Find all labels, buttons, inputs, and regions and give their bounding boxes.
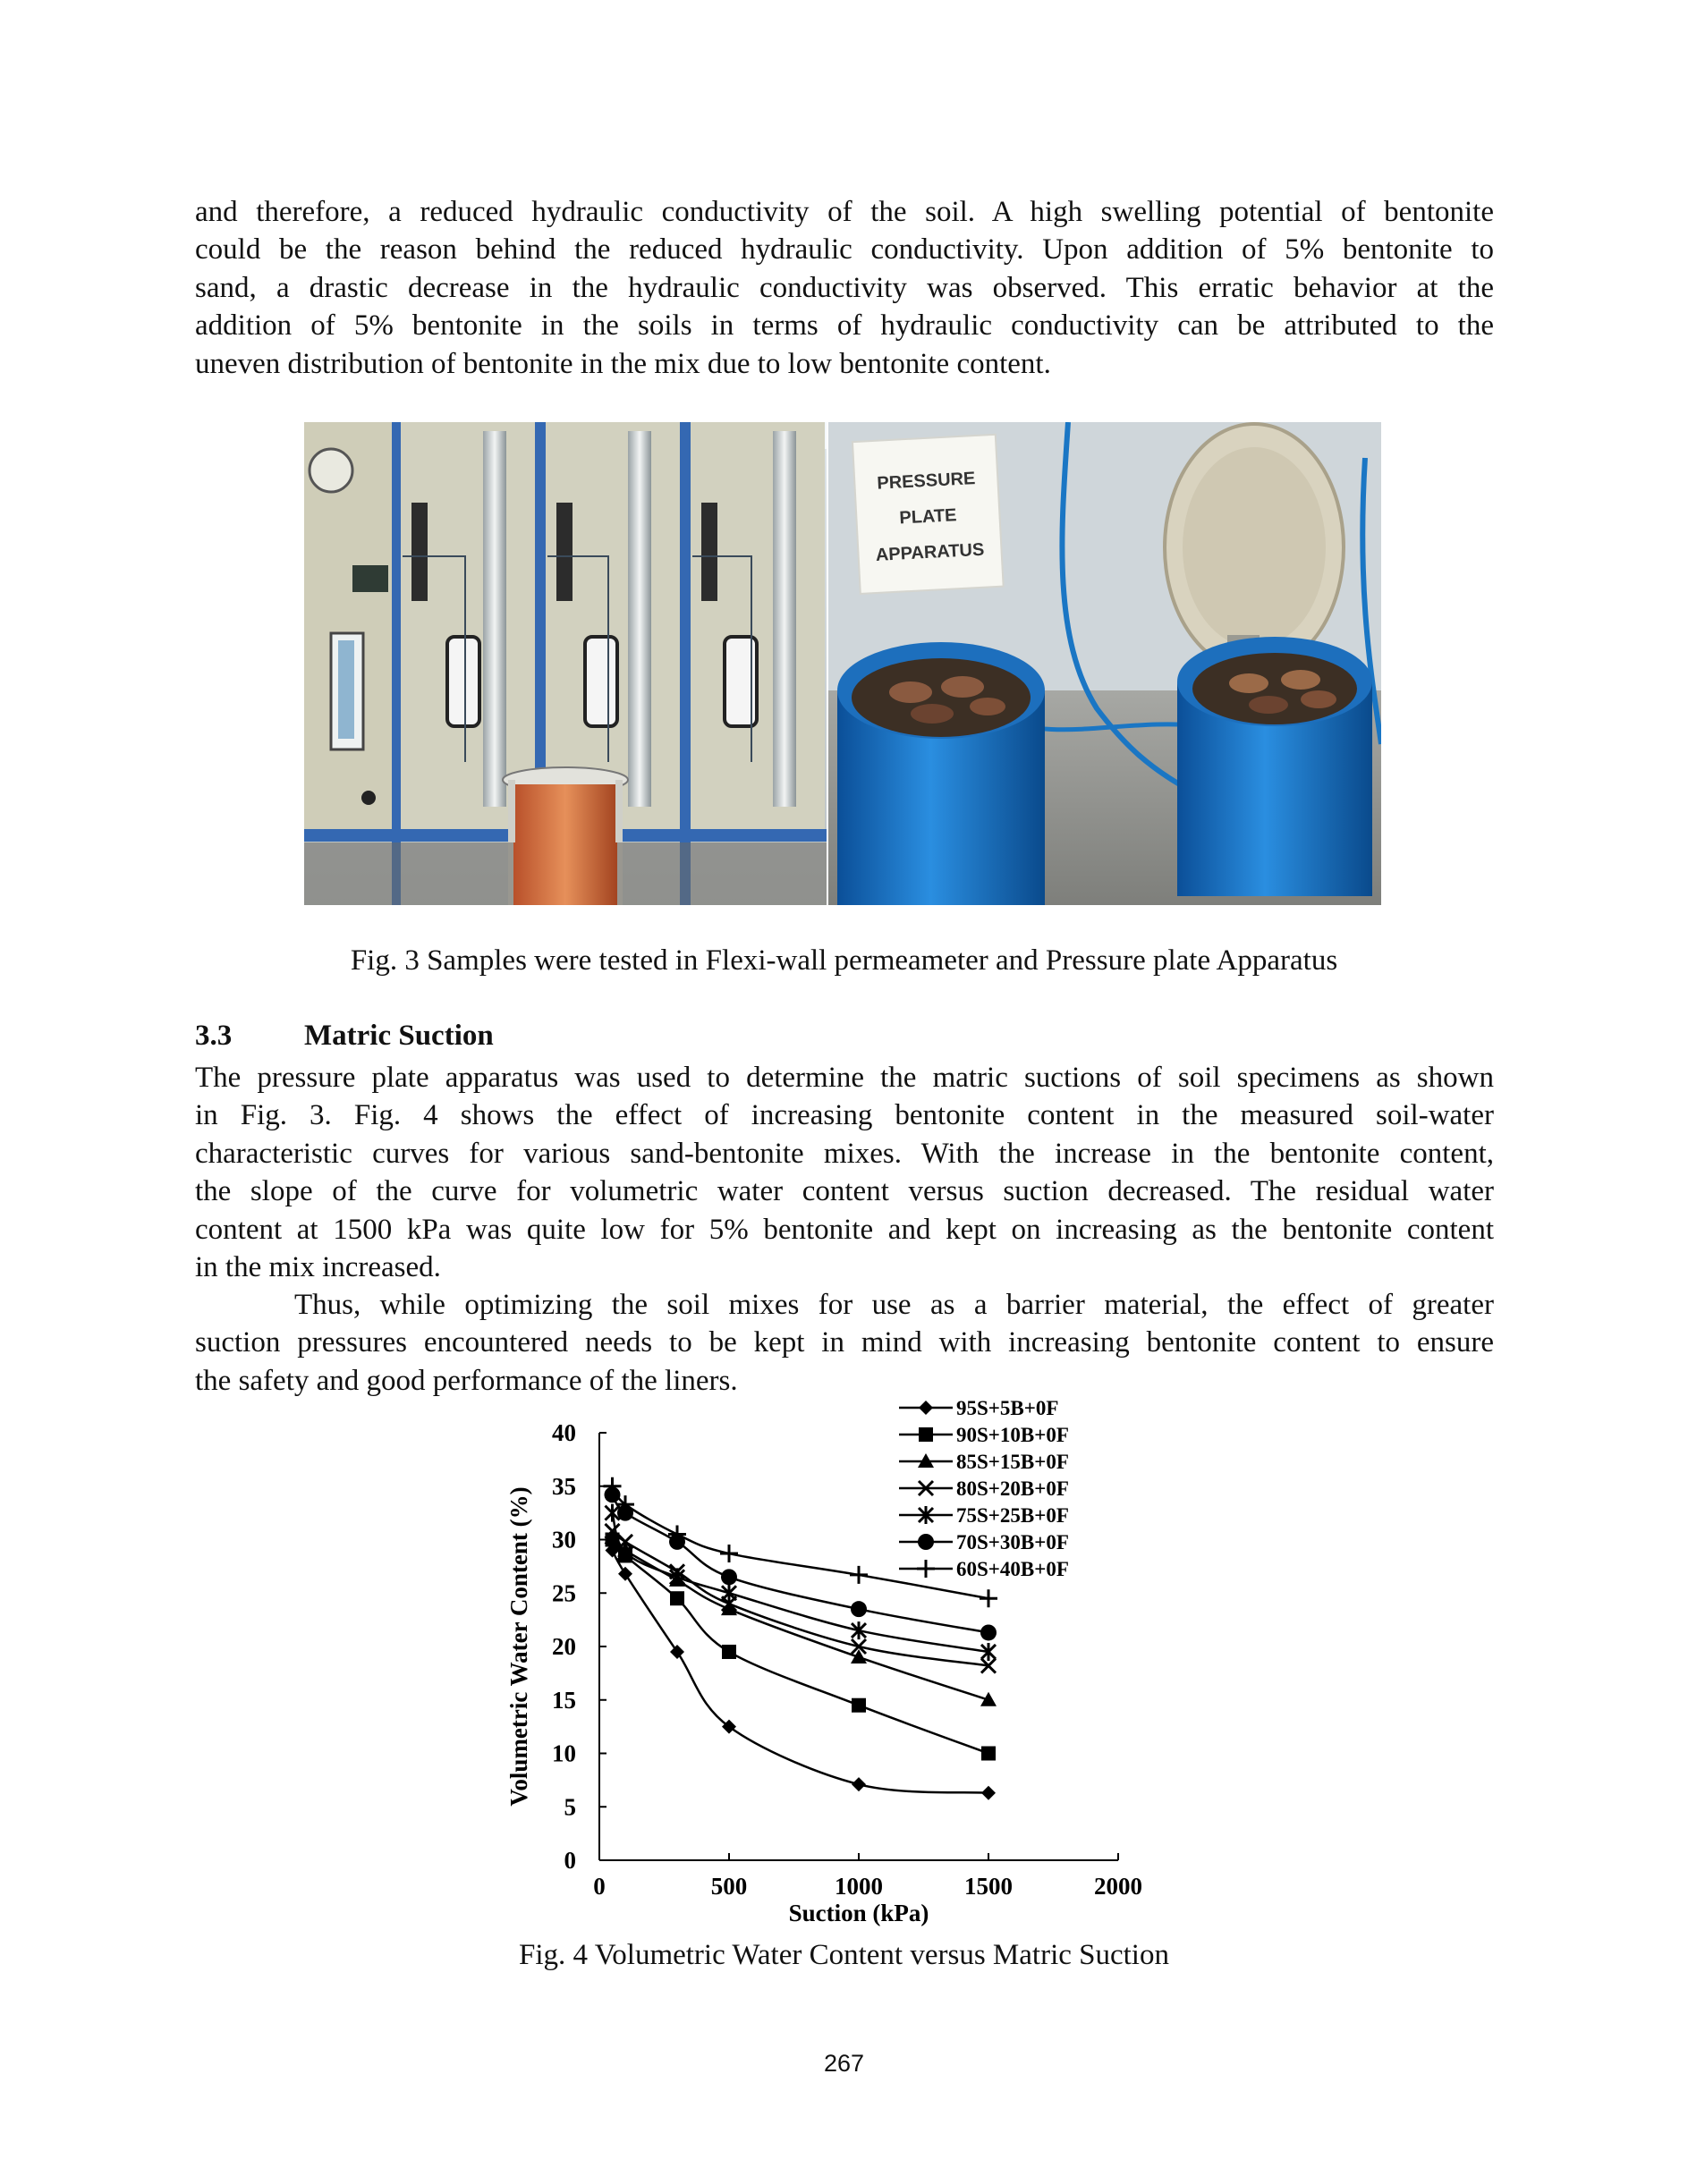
legend-item xyxy=(899,1531,1069,1553)
data-point xyxy=(720,1545,738,1562)
y-tick-label: 25 xyxy=(552,1579,576,1607)
flexi-wall-permeameter-photo xyxy=(304,422,827,905)
legend-marker xyxy=(918,1534,934,1550)
text-line: sand, a drastic decrease in the hydraulic conductivity was observed. This erratic behavior at the xyxy=(195,271,1494,304)
data-point xyxy=(670,1645,684,1659)
figure-4-caption: Fig. 4 Volumetric Water Content versus Matric Suction xyxy=(519,1939,1169,1971)
legend-item xyxy=(899,1424,1069,1446)
y-tick-label: 15 xyxy=(552,1686,576,1714)
series-95S+5B+0F xyxy=(606,1543,997,1799)
data-point xyxy=(980,1589,997,1607)
y-tick-label: 20 xyxy=(552,1633,576,1660)
text-line: Thus, while optimizing the soil mixes for use as a barrier material, the effect of greater xyxy=(294,1289,1494,1321)
legend-item xyxy=(899,1451,1069,1473)
text-line: the slope of the curve for volumetric water content versus suction decreased. The residual water xyxy=(195,1175,1494,1208)
legend-label: 70S+30B+0F xyxy=(956,1531,1069,1553)
x-tick-label: 1500 xyxy=(964,1873,1013,1900)
data-point xyxy=(618,1567,632,1581)
legend-item xyxy=(899,1504,1069,1527)
vwc-vs-suction-chart xyxy=(501,1395,1181,1932)
body-paragraph-optimization xyxy=(195,1286,1494,1400)
legend-label: 90S+10B+0F xyxy=(956,1424,1069,1446)
data-point xyxy=(670,1591,684,1605)
chart-legend xyxy=(899,1397,1069,1580)
page-number: 267 xyxy=(823,2050,865,2077)
data-point xyxy=(981,1747,996,1761)
data-point xyxy=(850,1566,868,1584)
text-line: and therefore, a reduced hydraulic conductivity of the soil. A high swelling potential of bentonite xyxy=(195,196,1494,228)
data-point xyxy=(721,1569,737,1585)
pressure-plate-sign xyxy=(852,435,1004,594)
text-line: in the mix increased. xyxy=(195,1251,441,1284)
sign-line-1: PRESSURE xyxy=(876,469,976,494)
x-tick-label: 2000 xyxy=(1094,1873,1142,1900)
text-line: suction pressures encountered needs to be kept in mind with increasing bentonite content to ensure xyxy=(195,1326,1494,1359)
legend-label: 60S+40B+0F xyxy=(956,1558,1069,1580)
text-line: characteristic curves for various sand-bentonite mixes. With the increase in the bentonite content, xyxy=(195,1137,1494,1170)
x-tick-label: 0 xyxy=(593,1873,606,1900)
figure-3-photos xyxy=(304,422,1381,905)
legend-item xyxy=(899,1558,1069,1580)
text-line: could be the reason behind the reduced hydraulic conductivity. Upon addition of 5% bentonite to xyxy=(195,233,1494,267)
pressure-plate-apparatus-photo xyxy=(828,422,1381,905)
sign-line-2: PLATE xyxy=(898,505,958,529)
legend-label: 75S+25B+0F xyxy=(956,1504,1069,1527)
text-line: addition of 5% bentonite in the soils in terms of hydraulic conductivity can be attributed to the xyxy=(195,309,1494,343)
x-axis-label: Suction (kPa) xyxy=(788,1900,929,1926)
text-line: in Fig. 3. Fig. 4 shows the effect of increasing bentonite content in the measured soil-water xyxy=(195,1099,1494,1132)
x-tick-label: 1000 xyxy=(835,1873,883,1900)
y-tick-label: 0 xyxy=(564,1847,576,1874)
data-point xyxy=(981,1786,996,1800)
section-title: Matric Suction xyxy=(304,1020,494,1052)
text-line: content at 1500 kPa was quite low for 5% bentonite and kept on increasing as the bentonite content xyxy=(195,1213,1494,1246)
chart-series xyxy=(604,1477,998,1800)
data-point xyxy=(851,1601,867,1617)
series-line xyxy=(613,1540,989,1754)
y-axis-label: Volumetric Water Content (%) xyxy=(505,1486,532,1807)
legend-marker xyxy=(917,1560,935,1578)
series-line xyxy=(613,1531,989,1666)
y-tick-label: 40 xyxy=(552,1419,576,1446)
legend-label: 95S+5B+0F xyxy=(956,1397,1059,1419)
body-paragraph-matric-suction xyxy=(195,1059,1494,1286)
legend-marker xyxy=(919,1427,933,1442)
section-number: 3.3 xyxy=(195,1020,233,1052)
x-tick-label: 500 xyxy=(710,1873,748,1900)
y-tick-label: 30 xyxy=(552,1526,576,1553)
figure-3-caption: Fig. 3 Samples were tested in Flexi-wall permeameter and Pressure plate Apparatus xyxy=(350,944,1338,977)
text-line: uneven distribution of bentonite in the mix due to low bentonite content. xyxy=(195,347,1051,380)
data-point xyxy=(722,1584,736,1602)
y-tick-label: 35 xyxy=(552,1472,576,1500)
body-paragraph-hydraulic-conductivity xyxy=(195,193,1494,383)
y-tick-label: 10 xyxy=(552,1740,576,1767)
text-line: The pressure plate apparatus was used to determine the matric suctions of soil specimens as shown xyxy=(195,1062,1494,1094)
legend-item xyxy=(899,1477,1069,1500)
legend-marker xyxy=(919,1401,933,1415)
series-80S+20B+0F xyxy=(606,1524,997,1673)
section-heading xyxy=(195,1020,494,1053)
series-line xyxy=(613,1537,989,1700)
series-85S+15B+0F xyxy=(605,1529,997,1706)
y-tick-label: 5 xyxy=(564,1793,576,1821)
text-line: the safety and good performance of the liners. xyxy=(195,1364,738,1397)
series-line xyxy=(613,1550,989,1792)
data-point xyxy=(722,1645,736,1659)
data-point xyxy=(852,1777,866,1791)
legend-item xyxy=(899,1397,1058,1419)
sign-line-3: APPARATUS xyxy=(875,539,985,565)
legend-label: 85S+15B+0F xyxy=(956,1451,1069,1473)
data-point xyxy=(852,1698,866,1713)
data-point xyxy=(980,1624,997,1640)
legend-label: 80S+20B+0F xyxy=(956,1477,1069,1500)
